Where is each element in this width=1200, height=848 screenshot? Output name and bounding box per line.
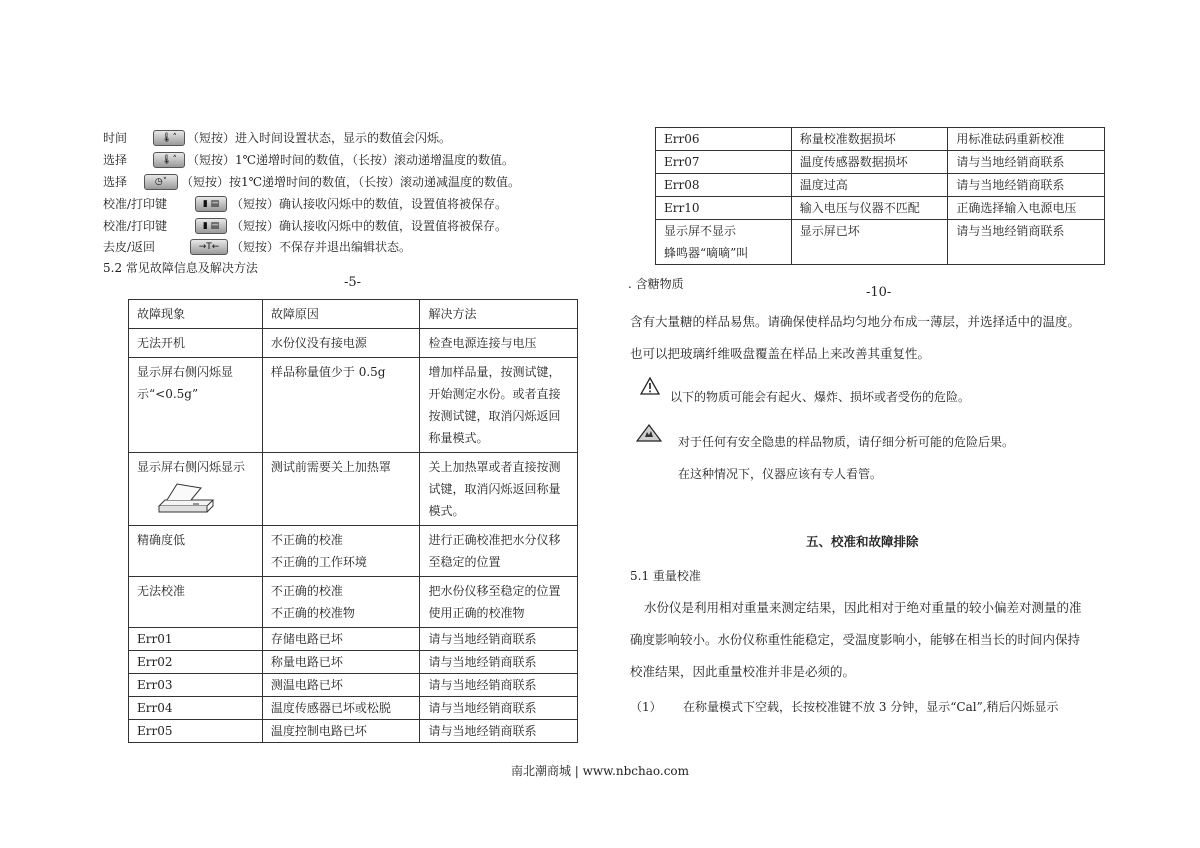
table-row — [129, 577, 578, 628]
warning-text-fire: 以下的物质可能会有起火、爆炸、损坏或者受伤的危险。 — [670, 390, 971, 404]
table-cell — [129, 453, 263, 526]
table-cell: 温度传感器数据损坏 — [791, 151, 948, 174]
table-row — [656, 151, 1105, 174]
key-label: 校准/打印键 — [103, 219, 168, 233]
table-cell: 请与当地经销商联系 — [420, 674, 578, 697]
table-cell: 测试前需要关上加热罩 — [262, 453, 420, 526]
paragraph-glass-fiber: 也可以把玻璃纤维吸盘覆盖在样品上来改善其重复性。 — [630, 346, 931, 361]
table-row — [129, 720, 578, 743]
key-desc: （短按）确认接收闪烁中的数值，设置值将被保存。 — [231, 219, 508, 233]
table-cell: 温度传感器已坏或松脱 — [262, 697, 420, 720]
table-row — [656, 128, 1105, 151]
clock-down-key-icon: ◷˅ — [144, 174, 178, 190]
calibrate-print-key-icon: ▮ ▤ — [195, 218, 227, 234]
key-label: 选择 — [103, 175, 128, 189]
key-line-select-up — [103, 150, 515, 170]
warning-text-analysis: 对于任何有安全隐患的样品物质，请仔细分析可能的危险后果。 — [678, 435, 1015, 449]
header-cell: 故障原因 — [262, 300, 420, 329]
key-label: 去皮/返回 — [103, 240, 156, 254]
table-cell: 样品称量值少于 0.5g — [262, 358, 420, 453]
table-row — [656, 197, 1105, 220]
key-desc: （短按）1℃递增时间的数值，（长按）滚动递增温度的数值。 — [187, 153, 515, 167]
table-cell: 请与当地经销商联系 — [420, 651, 578, 674]
table-cell: 不正确的校准 不正确的工作环境 — [262, 526, 420, 577]
step-number: （1） — [630, 700, 662, 714]
key-desc: （短按）按1℃递增时间的数值，（长按）滚动递减温度的数值。 — [181, 175, 521, 189]
table-cell: Err04 — [129, 697, 263, 720]
header-cell: 解决方法 — [420, 300, 578, 329]
table-row — [129, 697, 578, 720]
table-row — [129, 453, 578, 526]
key-line-time — [103, 128, 452, 148]
heating-cover-open-icon — [137, 480, 227, 518]
key-label: 校准/打印键 — [103, 197, 168, 211]
footer-site: 南北潮商城 | www.nbchao.com — [510, 764, 690, 778]
table-cell: Err08 — [656, 174, 792, 197]
table-cell: Err07 — [656, 151, 792, 174]
paragraph-sugar: 含有大量糖的样品易焦。请确保使样品均匀地分布成一薄层，并选择适中的温度。 — [630, 314, 1081, 329]
thermometer-up-key-icon: 🌡˄ — [153, 152, 185, 168]
table-cell: 把水份仪移至稳定的位置 使用正确的校准物 — [420, 577, 578, 628]
table-cell-text: 显示屏右侧闪烁显示 — [137, 460, 246, 474]
calibrate-print-key-icon: ▮ ▤ — [195, 196, 227, 212]
table-cell: 增加样品量，按测试键，开始测定水份。或者直接按测试键，取消闪烁返回称量模式。 — [420, 358, 578, 453]
paragraph-line: 水份仪是利用相对重量来测定结果，因此相对于绝对重量的较小偏差对测量的准 — [644, 600, 1082, 615]
table-row — [129, 674, 578, 697]
table-cell: Err03 — [129, 674, 263, 697]
table-cell: 显示屏不显示 蜂鸣器“嘀嘀”叫 — [656, 220, 792, 265]
table-cell: 称量电路已坏 — [262, 651, 420, 674]
chapter-title: 五、校准和故障排除 — [806, 534, 919, 549]
table-row — [656, 220, 1105, 265]
table-cell: Err01 — [129, 628, 263, 651]
table-cell: 关上加热罩或者直接按测试键，取消闪烁返回称量模式。 — [420, 453, 578, 526]
paragraph-line: 校准结果，因此重量校准并非是必须的。 — [630, 664, 856, 679]
table-cell: 进行正确校准把水分仪移至稳定的位置 — [420, 526, 578, 577]
table-cell: 输入电压与仪器不匹配 — [791, 197, 948, 220]
key-label: 时间 — [103, 131, 128, 145]
table-row — [129, 329, 578, 358]
table-cell: 存储电路已坏 — [262, 628, 420, 651]
key-label: 选择 — [103, 153, 128, 167]
tare-return-key-icon: →T← — [190, 239, 228, 255]
table-cell: 精确度低 — [129, 526, 263, 577]
table-cell: 无法开机 — [129, 329, 263, 358]
table-row — [129, 526, 578, 577]
step-text: 在称量模式下空载，长按校准键不放 3 分钟，显示“Cal”,稍后闪烁显示 — [683, 700, 1059, 714]
key-line-calibrate-print-1 — [103, 194, 508, 214]
warning-text-supervision: 在这种情况下，仪器应该有专人看管。 — [678, 467, 883, 481]
table-cell: Err10 — [656, 197, 792, 220]
table-cell: 称量校准数据损坏 — [791, 128, 948, 151]
table-cell: 请与当地经销商联系 — [948, 151, 1105, 174]
table-cell: 请与当地经销商联系 — [420, 697, 578, 720]
table-cell: 测温电路已坏 — [262, 674, 420, 697]
table-cell: 请与当地经销商联系 — [948, 174, 1105, 197]
table-header-row — [129, 300, 578, 329]
table-cell: 请与当地经销商联系 — [420, 720, 578, 743]
table-row — [656, 174, 1105, 197]
table-row — [129, 628, 578, 651]
thermometer-up-key-icon: 🌡˄ — [153, 130, 185, 146]
table-cell: 请与当地经销商联系 — [948, 220, 1105, 265]
page-number-right: -10- — [866, 285, 892, 300]
table-cell: 显示屏右侧闪烁显示“<0.5g” — [129, 358, 263, 453]
table-cell: 温度控制电路已坏 — [262, 720, 420, 743]
table-cell: 水份仪没有接电源 — [262, 329, 420, 358]
table-row — [129, 651, 578, 674]
key-line-select-down — [103, 172, 521, 192]
warning-triangle-icon — [640, 377, 660, 395]
table-cell: 用标准砝码重新校准 — [948, 128, 1105, 151]
table-cell: Err05 — [129, 720, 263, 743]
key-line-calibrate-print-2 — [103, 216, 508, 236]
header-cell: 故障现象 — [129, 300, 263, 329]
table-cell: 请与当地经销商联系 — [420, 628, 578, 651]
table-cell: 正确选择输入电源电压 — [948, 197, 1105, 220]
table-cell: Err06 — [656, 128, 792, 151]
fault-table-left — [128, 299, 578, 743]
sugar-substance-label: . 含糖物质 — [628, 277, 684, 291]
key-desc: （短按）不保存并退出编辑状态。 — [231, 240, 412, 254]
sub-title-5-1: 5.1 重量校准 — [630, 569, 701, 583]
hazard-explosion-icon — [636, 424, 662, 442]
key-desc: （短按）确认接收闪烁中的数值，设置值将被保存。 — [231, 197, 508, 211]
table-cell: 显示屏已坏 — [791, 220, 948, 265]
table-cell: 检查电源连接与电压 — [420, 329, 578, 358]
key-line-tare-return — [103, 237, 412, 257]
fault-table-right — [655, 127, 1105, 265]
page-number-left: -5- — [344, 275, 362, 290]
table-cell: 不正确的校准 不正确的校准物 — [262, 577, 420, 628]
key-desc: （短按）进入时间设置状态，显示的数值会闪烁。 — [187, 131, 452, 145]
section-title-5-2: 5.2 常见故障信息及解决方法 — [103, 261, 258, 275]
table-cell: 无法校准 — [129, 577, 263, 628]
table-cell: Err02 — [129, 651, 263, 674]
table-cell: 温度过高 — [791, 174, 948, 197]
table-row — [129, 358, 578, 453]
paragraph-line: 确度影响较小。水份仪称重性能稳定，受温度影响小，能够在相当长的时间内保持 — [630, 632, 1081, 647]
